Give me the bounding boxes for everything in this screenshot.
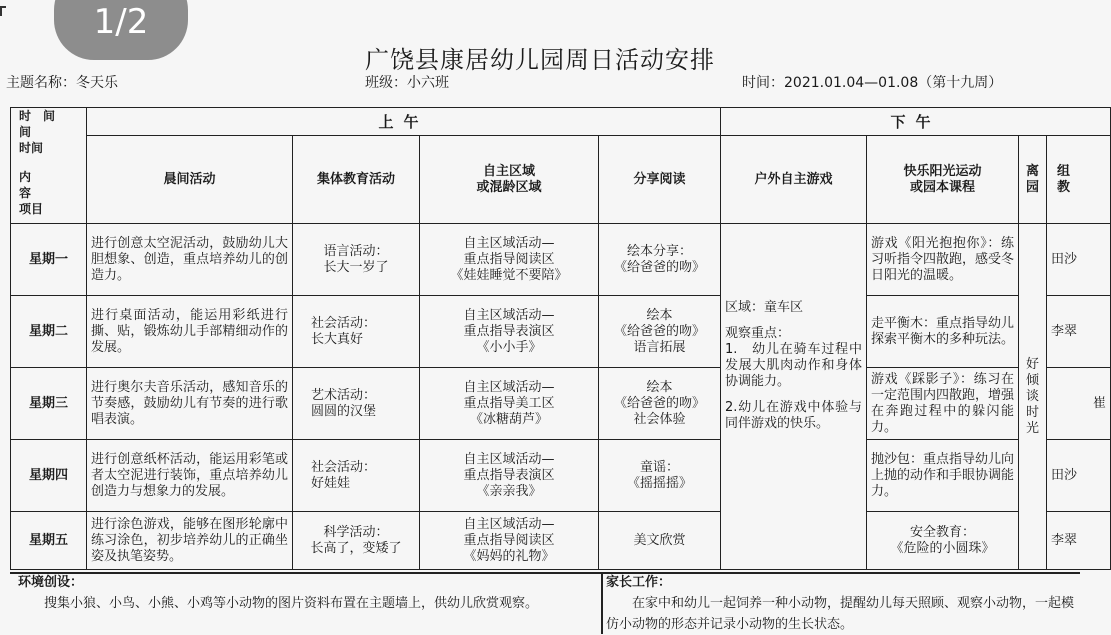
sunshine-activity: 走平衡木：重点指导幼儿探索平衡木的多种玩法。: [867, 296, 1019, 368]
morning-section-header: 上午: [87, 108, 721, 136]
day-label: 星期三: [11, 368, 87, 440]
col-shared-reading: 分享阅读: [599, 136, 721, 224]
col-morning-activity: 晨间活动: [87, 136, 293, 224]
sunshine-activity: 游戏《阳光抱抱你》：练习听指令四散跑，感受冬日阳光的温暖。: [867, 224, 1019, 296]
morning-activity: 进行创意纸杯活动，能运用彩笔或者太空泥进行装饰，重点培养幼儿创造力与想象力的发展。: [87, 440, 293, 512]
day-label: 星期五: [11, 512, 87, 570]
reading-activity: 绘本 《给爸爸的吻》 社会体验: [599, 368, 721, 440]
morning-activity: 进行创意太空泥活动，鼓励幼儿大胆想象、创造，重点培养幼儿的创造力。: [87, 224, 293, 296]
area-activity: 自主区域活动— 重点指导表演区 《小小手》: [420, 296, 599, 368]
date-range: 时间：2021.01.04—01.08（第十九周）: [742, 75, 1003, 91]
morning-activity: 进行桌面活动，能运用彩纸进行撕、贴，锻炼幼儿手部精细动作的发展。: [87, 296, 293, 368]
teacher-name: 李翠: [1047, 296, 1111, 368]
col-outdoor-game: 户外自主游戏: [721, 136, 867, 224]
col-leave: 离 园: [1019, 136, 1047, 224]
area-activity: 自主区域活动— 重点指导美工区 《冰糖葫芦》: [420, 368, 599, 440]
bottom-column-divider: [601, 572, 603, 634]
col-sunshine-exercise: 快乐阳光运动 或园本课程: [867, 136, 1019, 224]
col-group-teacher: 组 教: [1047, 136, 1111, 224]
reading-activity: 童谣： 《摇摇摇》: [599, 440, 721, 512]
area-activity: 自主区域活动— 重点指导阅读区 《妈妈的礼物》: [420, 512, 599, 570]
sunshine-activity: 安全教育： 《危险的小圆珠》: [867, 512, 1019, 570]
teacher-name: 田沙: [1047, 224, 1111, 296]
class-name: 班级：小六班: [365, 75, 449, 91]
corner-mark: [0, 6, 6, 16]
parents-label: 家长工作：: [606, 575, 672, 590]
area-activity: 自主区域活动— 重点指导表演区 《亲亲我》: [420, 440, 599, 512]
theme-name: 主题名称：冬天乐: [6, 75, 118, 91]
area-activity: 自主区域活动— 重点指导阅读区 《娃娃睡觉不要陪》: [420, 224, 599, 296]
table-row: [11, 368, 1111, 440]
reading-activity: 美文欣赏: [599, 512, 721, 570]
environment-label: 环境创设：: [18, 575, 84, 590]
education-activity: 社会活动： 好娃娃: [293, 440, 420, 512]
education-activity: 语言活动： 长大一岁了: [293, 224, 420, 296]
teacher-name: 田沙: [1047, 440, 1111, 512]
teacher-name: 李翠: [1047, 512, 1111, 570]
table-row: [11, 224, 1111, 296]
leave-activity: 好 倾 谈 时 光: [1019, 224, 1047, 570]
col-group-education: 集体教育活动: [293, 136, 420, 224]
environment-section: [18, 572, 594, 614]
schedule-table: [10, 107, 1111, 570]
education-activity: 艺术活动： 圆圆的汉堡: [293, 368, 420, 440]
reading-activity: 绘本分享： 《给爸爸的吻》: [599, 224, 721, 296]
corner-header: 时 间 间 时间 内 容 项目: [11, 108, 87, 224]
education-activity: 科学活动： 长高了，变矮了: [293, 512, 420, 570]
day-label: 星期四: [11, 440, 87, 512]
afternoon-section-header: 下午: [721, 108, 1111, 136]
parents-section: [606, 572, 1086, 635]
parents-text: 在家中和幼儿一起饲养一种小动物，提醒幼儿每天照顾、观察小动物，一起模仿小动物的形态并记录小动物的生长状态。: [606, 596, 1075, 632]
document-title: 广饶县康居幼儿园周日活动安排: [365, 46, 715, 74]
outdoor-game-plan: 区域：童车区 观察重点： 1. 幼儿在骑车过程中发展大肌肉动作和身体协调能力。 2.幼儿在游戏中体验与同伴游戏的快乐。: [721, 224, 867, 570]
col-free-area: 自主区域 或混龄区域: [420, 136, 599, 224]
sunshine-activity: 游戏《踩影子》：练习在一定范围内四散跑，增强在奔跑过程中的躲闪能力。: [867, 368, 1019, 440]
morning-activity: 进行奥尔夫音乐活动，感知音乐的节奏感，鼓励幼儿有节奏的进行歌唱表演。: [87, 368, 293, 440]
day-label: 星期一: [11, 224, 87, 296]
sunshine-activity: 抛沙包：重点指导幼儿向上抛的动作和手眼协调能力。: [867, 440, 1019, 512]
table-row: [11, 512, 1111, 570]
education-activity: 社会活动： 长大真好: [293, 296, 420, 368]
table-row: [11, 296, 1111, 368]
reading-activity: 绘本 《给爸爸的吻》 语言拓展: [599, 296, 721, 368]
day-label: 星期二: [11, 296, 87, 368]
teacher-name: 崔: [1047, 368, 1111, 440]
morning-activity: 进行涂色游戏，能够在图形轮廓中练习涂色，初步培养幼儿的正确坐姿及执笔姿势。: [87, 512, 293, 570]
environment-text: 搜集小狼、小鸟、小熊、小鸡等小动物的图片资料布置在主题墙上，供幼儿欣赏观察。: [18, 596, 539, 611]
table-row: [11, 440, 1111, 512]
page-indicator-label: 1/2: [93, 2, 149, 42]
